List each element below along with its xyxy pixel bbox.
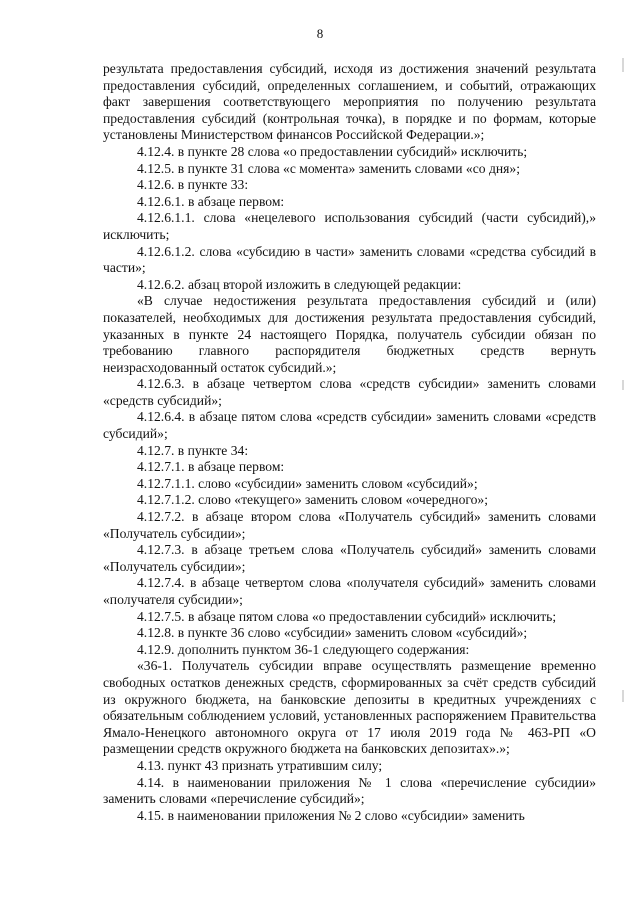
page-number: 8 <box>316 26 324 41</box>
paragraph: 4.12.7.5. в абзаце пятом слова «о предоставлении субсидий» исключить; <box>137 608 557 624</box>
quoted-paragraph: «36-1. Получатель субсидии вправе осуществлять размещение временно свободных остатков денежных средств, сформированных за счёт средств субсидий из окружного бюджета, на банковские депозиты в кредитных учреждениях с обязательным соблюдением условий, установленных распоряжением Правительства Ямало-Ненецкого автономного округа от 17 июля 2019 года № 463-РП «О размещении средств окружного бюджета на банковских депозитах».»; <box>103 658 596 757</box>
scan-edge-mark <box>622 380 624 390</box>
paragraph: 4.12.6.1. в абзаце первом: <box>137 193 285 209</box>
scan-edge-mark <box>622 58 624 72</box>
paragraph: 4.12.6. в пункте 33: <box>137 177 249 193</box>
paragraph: 4.12.7.3. в абзаце третьем слова «Получатель субсидий» заменить словами «Получатель субсидии»; <box>103 542 596 574</box>
paragraph: результата предоставления субсидий, исходя из достижения значений результата предоставления субсидий, определенных соглашением, и событий, отражающих факт завершения соответствующего мероприятия по получению результата предоставления субсидий (контрольная точка), в порядке и по формам, которые установлены Министерством финансов Российской Федерации.»; <box>103 61 596 143</box>
document-body <box>103 61 596 824</box>
paragraph: 4.12.7.4. в абзаце четвертом слова «получателя субсидий» заменить словами «получателя субсидии»; <box>103 575 596 607</box>
paragraph: 4.13. пункт 43 признать утратившим силу; <box>137 757 383 773</box>
paragraph: 4.12.8. в пункте 36 слово «субсидии» заменить словом «субсидий»; <box>137 625 528 641</box>
paragraph: 4.12.7.1. в абзаце первом: <box>137 459 285 475</box>
paragraph: 4.12.6.4. в абзаце пятом слова «средств субсидии» заменить словами «средств субсидий»; <box>103 409 596 442</box>
paragraph: 4.12.6.2. абзац второй изложить в следующей редакции: <box>137 276 462 292</box>
paragraph: 4.12.7.1.1. слово «субсидии» заменить словом «субсидий»; <box>137 475 478 491</box>
paragraph: 4.12.5. в пункте 31 слова «с момента» заменить словами «со дня»; <box>137 160 520 176</box>
paragraph: 4.15. в наименовании приложения № 2 слово «субсидии» заменить <box>137 807 525 823</box>
paragraph: 4.12.7.1.2. слово «текущего» заменить словом «очередного»; <box>137 492 488 508</box>
quoted-paragraph: «В случае недостижения результата предоставления субсидий и (или) показателей, необходимых для достижения результата предоставления субсидий, указанных в пункте 24 настоящего Порядка, получатель субсидии обязан по требованию главного распорядителя бюджетных средств вернуть неизрасходованный остаток субсидий.»; <box>103 293 596 375</box>
paragraph: 4.12.7.2. в абзаце втором слова «Получатель субсидий» заменить словами «Получатель субсидии»; <box>103 509 596 541</box>
paragraph: 4.12.9. дополнить пунктом 36-1 следующего содержания: <box>137 641 470 657</box>
scan-edge-mark <box>622 690 624 702</box>
paragraph: 4.12.6.1.1. слова «нецелевого использования субсидий (части субсидий),» исключить; <box>103 210 596 242</box>
paragraph: 4.12.4. в пункте 28 слова «о предоставлении субсидий» исключить; <box>137 143 528 159</box>
paragraph: 4.12.6.1.2. слова «субсидию в части» заменить словами «средства субсидий в части»; <box>103 243 596 276</box>
paragraph: 4.12.7. в пункте 34: <box>137 442 249 458</box>
paragraph: 4.14. в наименовании приложения № 1 слова «перечисление субсидии» заменить словами «перечисление субсидий»; <box>103 774 596 807</box>
paragraph: 4.12.6.3. в абзаце четвертом слова «средств субсидии» заменить словами «средств субсидий»; <box>103 376 596 408</box>
